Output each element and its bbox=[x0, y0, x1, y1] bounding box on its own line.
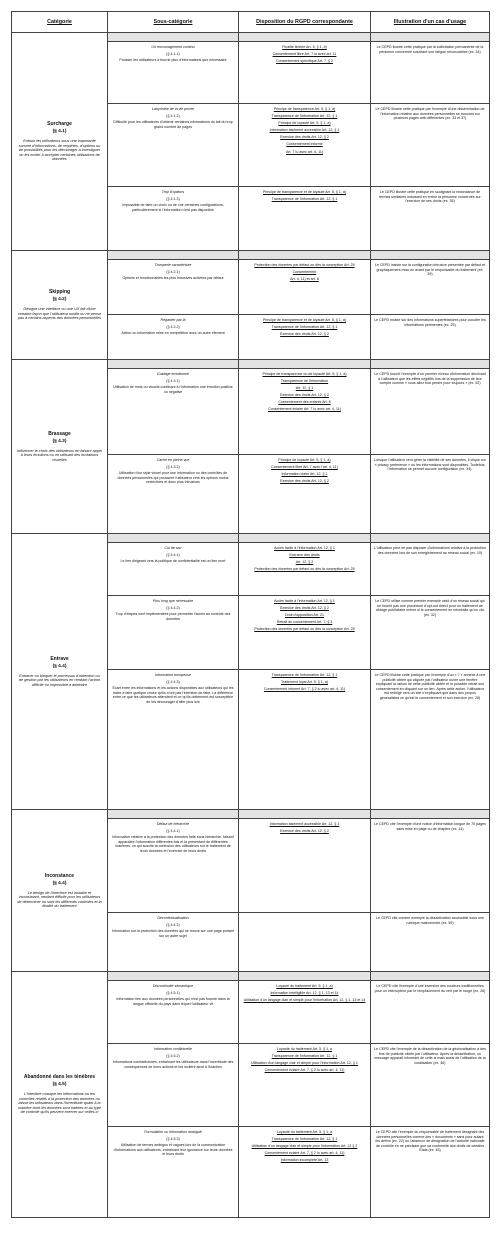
illustration-cell bbox=[371, 260, 490, 315]
category-ref: (§ 4.2) bbox=[52, 297, 67, 303]
provision-item: Loyauté du traitement Art. 5, § 1, a) bbox=[276, 984, 333, 988]
subcategory-title: Décontextualisation bbox=[157, 916, 189, 920]
subcategory-ref: (§ 4.3.2) bbox=[166, 464, 180, 469]
category-desc: Désigne une interface ou une UX fait d'une certaine façon que l'utilisateur oublie ou ne pense pas à certains aspects des données personnelles bbox=[17, 307, 102, 321]
illustration-text: Lorsque l'utilisateur veut gérer la visibilité de ses données, il clique sur « privacy preference » où les informations sont disponibles. Toutefois, l'information ne permet aucune configuration (ex. 34). bbox=[374, 458, 486, 472]
provision-item: Protection des données par défaut ou dès la conception Art. 25 bbox=[254, 567, 355, 572]
separator-cell bbox=[108, 360, 239, 369]
illustration-cell bbox=[371, 369, 490, 455]
provision-item: Accès facile à l'information Art. 12, § 1 bbox=[274, 599, 335, 603]
subcategory-title: Formulation ou information ambiguë bbox=[144, 1130, 202, 1134]
illustration-text: Le CEPD illustre cette pratique par l'exemple d'une dissémination de l'information relative aux données personnelles se trouvant sur plusieurs pages web différentes (ex. 33 et 37) bbox=[375, 107, 485, 121]
provision-item: Exercice des droits Art. 12, § 2 bbox=[280, 393, 329, 398]
provision-item: Transparence de l'information Art. 12, § 1 bbox=[271, 114, 338, 119]
subcategory-title: Plus long que nécessaire bbox=[152, 599, 194, 603]
illustration-cell bbox=[371, 1044, 490, 1127]
subcategory-cell bbox=[108, 104, 239, 187]
provision-item: Principe de transparence et de loyauté Art. 5, § 1, a) bbox=[262, 190, 347, 194]
provision-item: Loyauté du traitement Art. 5, § 1, a bbox=[276, 1047, 333, 1051]
subcategory-cell bbox=[108, 981, 239, 1044]
provision-item: Exercice des droits Art. 12, § 2 bbox=[280, 829, 329, 834]
subcategory-ref: (§ 4.4.1) bbox=[166, 828, 180, 833]
provision-item: Utilisation d'un langage clair et simple pour l'information Art. 12, § 1 bbox=[251, 1061, 358, 1066]
category-cell bbox=[12, 33, 108, 251]
provision-item: Traitement loyal Art. 5, § 1, a) bbox=[280, 680, 328, 685]
separator-cell bbox=[239, 33, 371, 42]
category-title: Inconstance bbox=[44, 872, 75, 879]
provision-item: Transparence de l'information Art. 12, § 1 bbox=[271, 1054, 338, 1059]
separator-cell bbox=[239, 534, 371, 543]
disposition-cell bbox=[239, 1127, 371, 1218]
provision-item: Principe de transparence Art. 5, § 1, a) bbox=[273, 107, 336, 111]
provision-item: Exercice des droits Art. 12, § 2 bbox=[280, 135, 329, 140]
separator-cell bbox=[108, 251, 239, 260]
subcategory-title: Cul de sac bbox=[164, 546, 182, 550]
subcategory-desc: Le lien dirigeant vers la politique de confidentialité est un lien mort bbox=[120, 559, 226, 564]
category-ref: (§ 4.3) bbox=[52, 438, 67, 444]
illustration-cell bbox=[371, 187, 490, 251]
provision-item: Exercice des droits bbox=[289, 553, 320, 558]
provision-item: Art. 4, 11) et art. 6 bbox=[290, 277, 319, 282]
disposition-cell bbox=[239, 104, 371, 187]
provision-item: Loyauté du traitement Art. 5, § 1, a bbox=[276, 1130, 333, 1134]
provision-item: Retrait du consentement Art. 7, § 3 bbox=[276, 620, 333, 625]
category-separator-row bbox=[12, 33, 490, 42]
subcategory-desc: Information liée aux données personnelles qui n'est pas fournie dans la langue officielle du pays dans lequel l'utilisateur vit bbox=[116, 997, 230, 1006]
provision-item: Information incomplète Art. 13 bbox=[280, 1158, 329, 1163]
subcategory-desc: Trop d'étapes sont implémentées pour permettre l'accès au contrôle des données bbox=[115, 612, 231, 621]
subcategory-title: Trop d'options bbox=[161, 190, 185, 194]
category-cell bbox=[12, 251, 108, 360]
illustration-text: Le CEPD insiste sur la configuration intrusive présentée par défaut et graphiquement mise en avant par le responsable du traitement (ex. 39) bbox=[374, 263, 486, 277]
provision-item: Exercice des droits Art. 12, § 2 bbox=[280, 332, 329, 337]
category-ref: (§ 4.1) bbox=[52, 129, 67, 135]
category-desc: Influencer le choix des utilisateurs en faisant appel à leurs émotions ou en utilisant des incitations visuelles bbox=[17, 448, 102, 462]
provision-item: Principe de transparence ou de loyauté Art. 5, § 1, a) bbox=[262, 372, 347, 376]
category-title: Skipping bbox=[48, 289, 71, 296]
subcategory-desc: Options et fonctionnalités les plus intrusives activées par défaut bbox=[122, 276, 224, 281]
subcategory-ref: (§ 4.3.1) bbox=[166, 378, 180, 383]
subcategory-desc: Utilisation de mots ou visuels conférant à l'information une émotion positive ou négative bbox=[113, 385, 233, 394]
category-desc: Entraver ou bloquer le processus d'obtention ou de gestion par les utilisateurs en rendant l'action difficile ou impossible à atteindre bbox=[18, 673, 101, 687]
category-ref: (§ 4.4) bbox=[52, 880, 67, 886]
category-separator-row bbox=[12, 360, 490, 369]
subcategory-title: Caché en pleine vue bbox=[156, 458, 190, 462]
disposition-cell bbox=[239, 596, 371, 670]
illustration-text: Le CEPD cite comme exemple la désactivation accessible sous une rubrique malnommée (ex. 59) bbox=[375, 916, 485, 925]
disposition-cell bbox=[239, 42, 371, 104]
subcategory-cell bbox=[108, 187, 239, 251]
provision-item: Consentement éclairé Art. 7, § 2 lu avec art. 4, 11) bbox=[264, 1068, 345, 1073]
subcategory-desc: Utilisation de termes ambigus et vagues lors de la communication d'informations aux utilisateurs, entraînant leur ignorance sur leurs données et leurs droits bbox=[113, 1143, 233, 1157]
disposition-cell bbox=[239, 913, 371, 972]
subcategory-cell bbox=[108, 819, 239, 913]
subcategory-desc: Pousser les utilisateurs à fournir plus d'informations que nécessaire bbox=[119, 58, 227, 63]
separator-cell bbox=[239, 360, 371, 369]
disposition-cell bbox=[239, 1044, 371, 1127]
provision-item: Information claire Art. 12, § 1 bbox=[281, 472, 328, 477]
provision-item: Art. 12, § 2 bbox=[295, 560, 314, 565]
subcategory-desc: Difficulté pour les utilisateurs d'obtenir certaines informations du fait du trop grand nombre de pages bbox=[113, 120, 233, 129]
subcategory-desc: Action ou information mise en compétition avec un autre élément bbox=[121, 331, 225, 336]
separator-cell bbox=[371, 360, 490, 369]
illustration-cell bbox=[371, 913, 490, 972]
subcategory-ref: (§ 4.2.1) bbox=[166, 269, 180, 274]
illustration-cell bbox=[371, 670, 490, 810]
subcategory-title: Guidage émotionnel bbox=[156, 372, 190, 376]
subcategory-ref: (§ 4.5.1) bbox=[166, 990, 180, 995]
subcategory-ref: (§ 4.5.3) bbox=[166, 1136, 180, 1141]
subcategory-ref: (§ 4.4.1) bbox=[166, 552, 180, 557]
header-sous-categorie: Sous-catégorie bbox=[108, 12, 239, 33]
subcategory-cell bbox=[108, 1127, 239, 1218]
provision-item: Information aisément accessible Art. 12, § 1 bbox=[269, 128, 340, 133]
provision-item: Droit d'opposition Art. 21 bbox=[284, 613, 325, 618]
separator-cell bbox=[371, 810, 490, 819]
disposition-cell bbox=[239, 187, 371, 251]
subcategory-desc: Information sur la protection des données qui se trouve sur une page portant sur un autre sujet bbox=[112, 929, 234, 938]
subcategory-cell bbox=[108, 260, 239, 315]
illustration-text: Le CEPD utilise comme premier exemple celui d'un réseau social qui ne fournit pas une procédure d'opt-out direct pour un traitement de ciblage publicitaire même si le consentement ne nécessite qu'un clic (ex. 32) bbox=[375, 599, 485, 617]
category-desc: L'interface masque les informations ou les contrôles relatifs à la protection des données ou laisse les utilisateurs dans l'incertitude quant à la manière dont les données sont traitées et au type de contrôle qu'ils peuvent exercer sur celles-ci bbox=[17, 1092, 102, 1115]
illustration-text: Le CEPD insiste sur des informations superfétatoires pour occulter les informations pertinentes (ex. 25) bbox=[374, 318, 486, 327]
category-separator-row bbox=[12, 251, 490, 260]
illustration-cell bbox=[371, 104, 490, 187]
provision-item: Consentement informé Art. 7, § 2 lu avec art. 4, 11) bbox=[263, 687, 346, 692]
illustration-text: Le CEPD fournit l'exemple d'un premier niveau d'information décrivant à l'utilisateur que les effets négatifs lors de la suppression de leur compte comme « vous allez tout perdre pour toujours » (ex. 52) bbox=[374, 372, 486, 386]
provision-item: Protection des données par défaut ou dès la conception Art. 25 bbox=[254, 627, 355, 632]
separator-cell bbox=[108, 972, 239, 981]
provision-item: Transparence de l'information Art. 12, § 1 bbox=[271, 197, 338, 202]
category-desc: Le design de l'interface est instable et inconsistant, rendant difficile pour les utilisateurs de déterminer où sont les différents contrôles et la finalité du traitement bbox=[17, 890, 102, 908]
provision-item: Exercice des droits Art. 12, § 2 bbox=[280, 479, 329, 484]
provision-item: Consentement libre Art. 7 lu avec art. 11 bbox=[272, 52, 337, 57]
subcategory-ref: (§ 4.1.2) bbox=[166, 113, 180, 118]
separator-cell bbox=[371, 972, 490, 981]
provision-item: Exercice des droits Art. 12, § 2 bbox=[280, 606, 329, 611]
provision-item: Principe de transparence et de loyauté Art. 5, § 1, a) bbox=[262, 318, 347, 322]
category-title: Entrave bbox=[50, 655, 69, 662]
category-separator-row bbox=[12, 810, 490, 819]
subcategory-cell bbox=[108, 543, 239, 596]
category-cell bbox=[12, 810, 108, 972]
separator-cell bbox=[371, 33, 490, 42]
subcategory-title: Information conflictuelle bbox=[154, 1047, 192, 1051]
separator-cell bbox=[239, 810, 371, 819]
subcategory-cell bbox=[108, 315, 239, 360]
category-cell bbox=[12, 972, 108, 1218]
subcategory-title: Regarder par là bbox=[160, 318, 186, 322]
header-categorie: Catégorie bbox=[12, 12, 108, 33]
illustration-cell bbox=[371, 543, 490, 596]
provision-item: Consentement bbox=[292, 270, 317, 275]
subcategory-ref: (§ 4.5.2) bbox=[166, 1053, 180, 1058]
category-cell bbox=[12, 534, 108, 810]
header-illustration: Illustration d'un cas d'usage bbox=[371, 12, 490, 33]
provision-item: Transparence de l'information Art. 12, § 1 bbox=[271, 673, 338, 677]
category-ref: (§ 4.4) bbox=[52, 663, 67, 669]
provision-item: Art. 7 lu avec art. 4, 11) bbox=[285, 149, 324, 154]
separator-cell bbox=[108, 534, 239, 543]
subcategory-ref: (§ 4.1.3) bbox=[166, 196, 180, 201]
subcategory-cell bbox=[108, 42, 239, 104]
provision-item: Utilisation d'un langage clair et simple pour l'information Art. 12, § 1, 13 et 14 bbox=[243, 998, 366, 1003]
illustration-text: L'utilisateur peut ne pas disposer d'informations relative à la protection des données lors de son enregistrement au réseau social (ex. 10) bbox=[374, 546, 486, 555]
subcategory-ref: (§ 4.1.1) bbox=[166, 51, 180, 56]
subcategory-cell bbox=[108, 455, 239, 534]
category-cell bbox=[12, 360, 108, 534]
subcategory-title: Information trompeuse bbox=[155, 673, 191, 677]
disposition-cell bbox=[239, 369, 371, 455]
category-desc: Enfouir les utilisateurs sous une importante somme d'informations, de requêtes, d'options ou de possibilités pour les décourager à investiguer ou les inciter à accepter certaines utilisations de données bbox=[18, 139, 101, 162]
subcategory-cell bbox=[108, 670, 239, 810]
disposition-cell bbox=[239, 455, 371, 534]
provision-item: Transparence de l'information Art. 12, § 1 bbox=[271, 1137, 338, 1142]
separator-cell bbox=[108, 33, 239, 42]
provision-item: Finalité limitée Art. 5, § 1, b) bbox=[282, 45, 327, 49]
illustration-text: Le CEPD cite l'exemple de la désactivation de la géolocalisation à des fins de publicité ciblée par l'utilisateur. Après la désactivation, un message apparaît informant de celle-ci mais aussi de l'utilisation de la localisation (ex. 36) bbox=[374, 1047, 486, 1065]
provision-item: Principe de loyauté Art. 5, § 1, a) bbox=[278, 121, 331, 126]
provision-item: Consentement libre Art. 7 avec l'art. 4, 11) bbox=[271, 465, 338, 470]
subcategory-desc: Informations contradictoires, entraînant les utilisateurs dans l'incertitude des conséquences de leurs actions et les incitent ainsi à l'inaction bbox=[112, 1060, 234, 1069]
separator-cell bbox=[239, 972, 371, 981]
illustration-cell bbox=[371, 42, 490, 104]
subcategory-cell bbox=[108, 596, 239, 670]
category-ref: (§ 4.5) bbox=[52, 1082, 67, 1088]
subcategory-ref: (§ 4.4.2) bbox=[166, 605, 180, 610]
disposition-cell bbox=[239, 819, 371, 913]
subcategory-desc: Utilisation d'un style visuel pour une information ou des contrôles de données personnelles qui poussent l'utilisateur vers les options moins restrictives et donc plus intrusives bbox=[117, 471, 229, 485]
subcategory-title: Discontinuité sémantique bbox=[152, 984, 194, 988]
subcategory-desc: Écart entre les informations et les actions disponibles aux utilisateurs qui les incite à faire quelque chose qu'ils n'ont pas l'intention de faire. La différence entre ce que les utilisateurs attendent et ce qu'ils obtiennent est susceptible de les décourager d'aller plus loin bbox=[112, 686, 234, 704]
header-disposition: Disposition du RGPD correspondante bbox=[239, 12, 371, 33]
provision-item: Principe de loyauté Art. 5, § 1, a) bbox=[278, 458, 331, 462]
provision-item: Accès facile à l'information Art. 12, § 1 bbox=[274, 546, 335, 550]
header-row bbox=[12, 12, 490, 33]
provision-item: Transparence de l'information Art. 12, § 1 bbox=[271, 325, 338, 330]
provision-item: Consentement informé bbox=[286, 142, 323, 147]
subcategory-title: Tromperie caractérisée bbox=[154, 263, 192, 267]
provision-item: Consentement des enfants Art. 8 bbox=[278, 400, 331, 405]
subcategory-desc: Information relative à la protection des données faite sans hiérarchie, faisant apparaître l'information différentes fois et la présentant de différentes manières, ce qui suscite la confusion des utilisateurs sur le traitement de leurs données et l'exercice de leurs droits bbox=[112, 835, 234, 853]
subcategory-cell bbox=[108, 913, 239, 972]
provision-item: Consentement éclairé Art. 7 lu avec art. 4, 11) bbox=[268, 407, 341, 412]
category-title: Surcharge bbox=[47, 121, 72, 128]
provision-item: Utilisation d'un langage clair et simple pour l'information Art. 12 § 2 bbox=[251, 1144, 358, 1149]
dark-patterns-table bbox=[11, 11, 490, 1218]
provision-item: Protection des données par défaut ou dès la conception Art. 25 bbox=[254, 263, 355, 267]
illustration-text: Le CEPD illustre cette pratique par la sollicitation permanente de la personne concernée suscitant une fatigue renonciatrice (ex. 34) bbox=[376, 45, 484, 54]
disposition-cell bbox=[239, 981, 371, 1044]
subcategory-ref: (§ 4.2.2) bbox=[166, 324, 180, 329]
subcategory-ref: (§ 4.4.2) bbox=[166, 922, 180, 927]
subcategory-cell bbox=[108, 1044, 239, 1127]
provision-item: Consentement éclairé Art. 7, § 2 lu avec art. 4, 11) bbox=[264, 1151, 345, 1156]
illustration-cell bbox=[371, 455, 490, 534]
disposition-cell bbox=[239, 260, 371, 315]
illustration-cell bbox=[371, 596, 490, 670]
subcategory-title: Un encouragement continu bbox=[151, 45, 195, 49]
subcategory-title: Défaut de hiérarchie bbox=[156, 822, 190, 826]
illustration-text: Le CEPD cite l'exemple d'une notice d'information longue de 70 pages sans mise en page ou de chapitre (ex. 14) bbox=[374, 822, 486, 831]
separator-cell bbox=[371, 534, 490, 543]
provision-item: Transparence de l'information bbox=[280, 379, 329, 384]
disposition-cell bbox=[239, 670, 371, 810]
illustration-cell bbox=[371, 315, 490, 360]
illustration-text: Le CEPD cite l'exemple d'une inversion des couleurs traditionnelles pour un interrupteur par le remplacement du vert par le rouge (ex. 26) bbox=[374, 984, 486, 993]
illustration-cell bbox=[371, 819, 490, 913]
illustration-text: Le CEPD cite l'exemple du responsable de traitement désignant des données personnelles comme des « documents » sans pour autant les définir (ex. 22) ou l'absence de désignation de l'autorité nationale de contrôle en ne précisant que sa conformité aux droits de certains États (ex. 45) bbox=[375, 1130, 485, 1153]
category-separator-row bbox=[12, 972, 490, 981]
subcategory-ref: (§ 4.4.3) bbox=[166, 679, 180, 684]
subcategory-title: Labyrinthe de la vie privée bbox=[152, 107, 194, 111]
subcategory-desc: Impossible de faire un choix ou de voir certaines configurations, particulièrement si l'information n'est pas disponible bbox=[122, 203, 224, 212]
table-body bbox=[12, 33, 490, 1218]
illustration-cell bbox=[371, 981, 490, 1044]
separator-cell bbox=[371, 251, 490, 260]
illustration-cell bbox=[371, 1127, 490, 1218]
provision-item: Art. 12, § 1 bbox=[295, 386, 314, 391]
separator-cell bbox=[108, 810, 239, 819]
illustration-text: Le CEPD illustre cette pratique en soulignant la redondance de termes similaires induisant en erreur la personne concernée sur l'exercice de ses droits (ex. 35) bbox=[379, 190, 481, 204]
illustration-text: Le CEPD illustre cette pratique par l'exemple d'un « ? » annexé à une publicité ciblée qui cliquée par l'utilisateur ouvre une fenêtre expliquant la raison de cette publicité ciblée et le possible retrait son consentement en cliquant sur un lien. Après cette action, l'utilisateur est redirigé vers un site n'expliquant que dans des propos généralistes ce qu'est le consentement et son exercice (ex. 28) bbox=[374, 673, 486, 700]
category-separator-row bbox=[12, 534, 490, 543]
disposition-cell bbox=[239, 543, 371, 596]
provision-item: Information aisément accessible Art. 12, § 1 bbox=[269, 822, 340, 826]
provision-item: Information intelligible Art. 12, § 1, 13 et 14 bbox=[270, 991, 339, 996]
subcategory-cell bbox=[108, 369, 239, 455]
provision-item: Consentement spécifique Art. 7, § 2 bbox=[276, 59, 333, 64]
disposition-cell bbox=[239, 315, 371, 360]
separator-cell bbox=[239, 251, 371, 260]
category-title: Abandonné dans les ténèbres bbox=[23, 1074, 96, 1081]
category-title: Brassage bbox=[48, 430, 71, 437]
